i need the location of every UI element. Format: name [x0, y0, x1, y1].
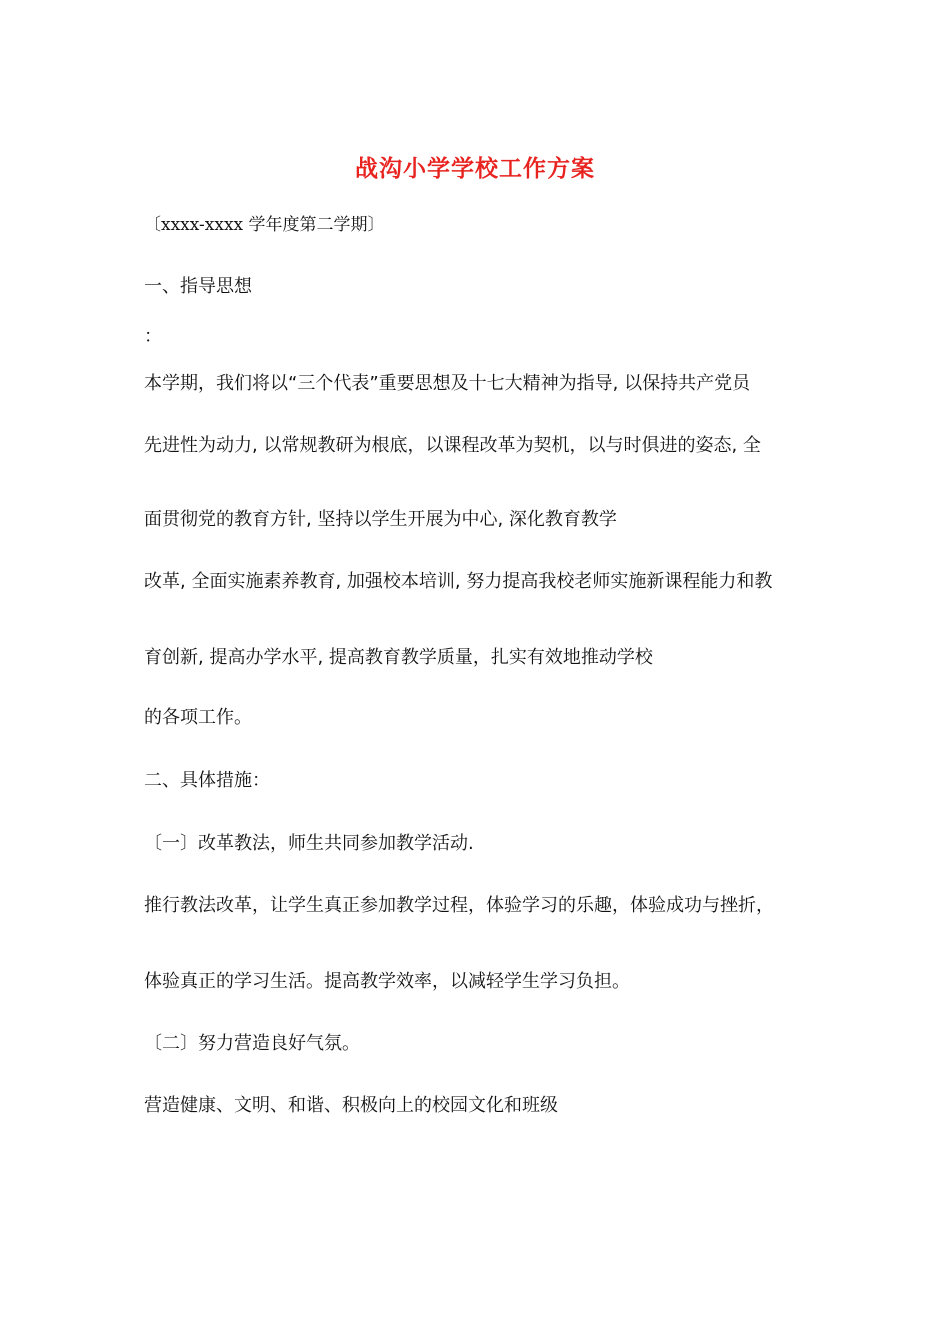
paragraph-line: 体验真正的学习生活。提高教学效率，以减轻学生学习负担。	[144, 971, 630, 992]
section-heading-guiding-ideology: 一、指导思想	[144, 276, 252, 297]
paragraph-line: 育创新, 提高办学水平, 提高教育教学质量，扎实有效地推动学校	[144, 647, 653, 668]
paragraph-line: 面贯彻党的教育方针, 坚持以学生开展为中心, 深化教育教学	[144, 509, 617, 530]
subsection-heading-2: 〔二〕努力营造良好气氛。	[144, 1033, 360, 1054]
semester-subtitle: 〔xxxx-xxxx 学年度第二学期〕	[144, 215, 385, 235]
colon-line: ：	[144, 326, 162, 347]
paragraph-line: 本学期，我们将以“三个代表”重要思想及十七大精神为指导, 以保持共产党员	[144, 373, 751, 394]
paragraph-line: 营造健康、文明、和谐、积极向上的校园文化和班级	[144, 1095, 558, 1116]
subsection-heading-1: 〔一〕改革教法，师生共同参加教学活动.	[144, 833, 474, 854]
paragraph-line: 的各项工作。	[144, 707, 252, 728]
document-title: 战沟小学学校工作方案	[355, 155, 595, 182]
section-heading-specific-measures: 二、具体措施：	[144, 770, 270, 791]
paragraph-line: 推行教法改革，让学生真正参加教学过程，体验学习的乐趣，体验成功与挫折，	[144, 895, 774, 916]
paragraph-line: 先进性为动力, 以常规教研为根底，以课程改革为契机，以与时俱进的姿态, 全	[144, 435, 761, 456]
paragraph-line: 改革, 全面实施素养教育, 加强校本培训, 努力提高我校老师实施新课程能力和教	[144, 571, 773, 592]
